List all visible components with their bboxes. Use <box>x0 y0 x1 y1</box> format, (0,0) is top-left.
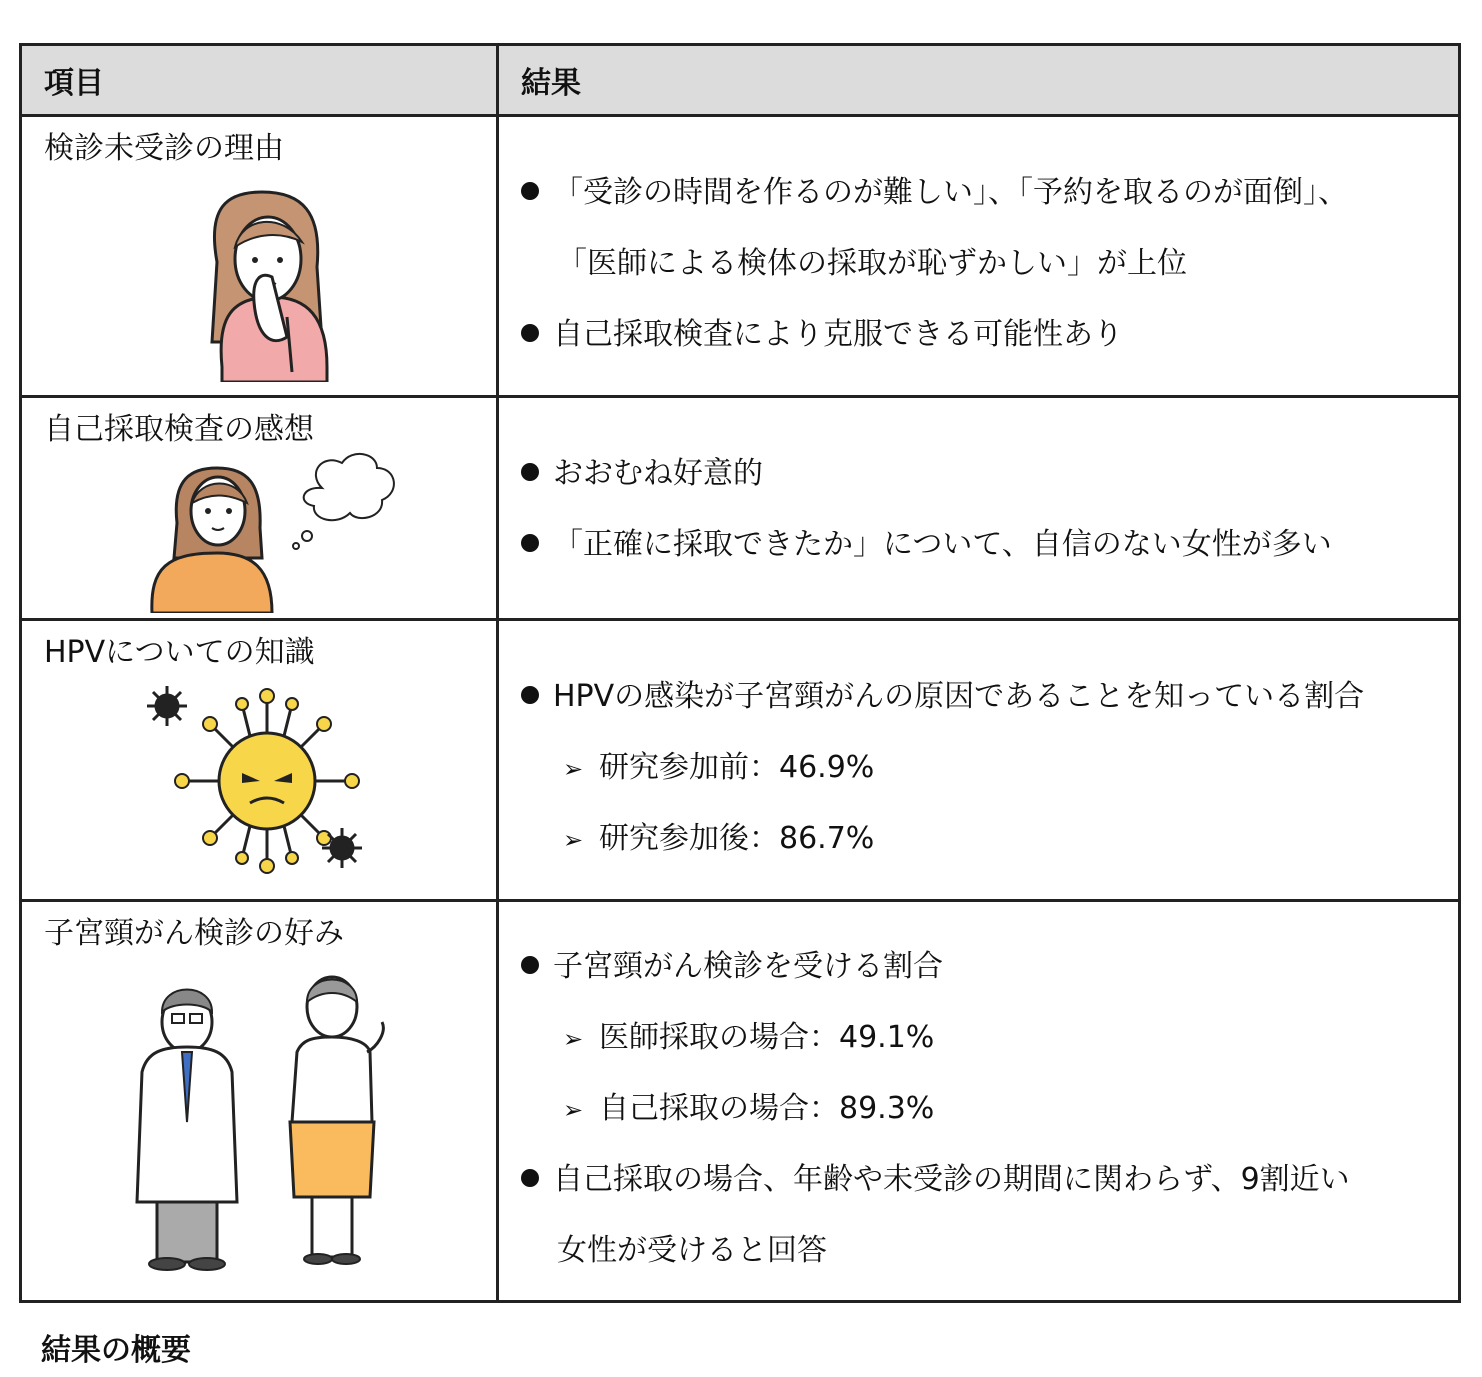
result-cell <box>498 620 1460 901</box>
item-cell <box>21 116 498 397</box>
result-line: HPVの感染が子宮頸がんの原因であることを知っている割合 <box>521 661 1458 732</box>
item-title: HPVについての知識 <box>44 635 315 670</box>
table-row <box>21 116 1460 397</box>
result-cell <box>498 397 1460 620</box>
result-subline: ➢ 自己採取の場合：89.3% <box>521 1073 1458 1144</box>
bullet-icon <box>521 956 539 974</box>
item-cell <box>21 397 498 620</box>
results-table <box>19 43 1461 1303</box>
result-line: 女性が受けると回答 <box>557 1233 827 1268</box>
header-item: 項目 <box>21 45 498 116</box>
bullet-icon <box>521 686 539 704</box>
doctor-and-woman-icon <box>22 952 496 1276</box>
arrow-bullet-icon: ➢ <box>563 1096 584 1124</box>
table-row <box>21 620 1460 901</box>
result-line: 自己採取の場合、年齢や未受診の期間に関わらず、9割近い <box>521 1144 1458 1215</box>
result-cell <box>498 901 1460 1302</box>
result-line: 「医師による検体の採取が恥ずかしい」が上位 <box>557 246 1187 281</box>
result-line: 子宮頸がん検診を受ける割合 <box>521 931 1458 1002</box>
bullet-icon <box>521 463 539 481</box>
table-row <box>21 397 1460 620</box>
header-result: 結果 <box>498 45 1460 116</box>
bullet-icon <box>521 534 539 552</box>
result-line: 「受診の時間を作るのが難しい」、「予約を取るのが面倒」、 <box>521 157 1458 228</box>
result-subline: ➢ 医師採取の場合：49.1% <box>521 1002 1458 1073</box>
item-cell <box>21 620 498 901</box>
arrow-bullet-icon: ➢ <box>563 826 584 854</box>
item-title: 自己採取検査の感想 <box>44 412 314 447</box>
bullet-icon <box>521 182 539 200</box>
arrow-bullet-icon: ➢ <box>563 755 584 783</box>
bullet-icon <box>521 1169 539 1187</box>
table-row <box>21 901 1460 1302</box>
bullet-icon <box>521 324 539 342</box>
result-line: 「正確に採取できたか」について、自信のない女性が多い <box>521 509 1458 580</box>
figure-caption: 結果の概要 <box>41 1333 191 1368</box>
arrow-bullet-icon: ➢ <box>563 1025 584 1053</box>
result-cell <box>498 116 1460 397</box>
item-cell <box>21 901 498 1302</box>
item-title: 子宮頸がん検診の好み <box>44 916 344 951</box>
worried-woman-icon <box>22 167 496 386</box>
result-line: おおむね好意的 <box>521 438 1458 509</box>
thinking-woman-icon <box>22 448 496 617</box>
table-header-row <box>21 45 1460 116</box>
result-subline: ➢ 研究参加前：46.9% <box>521 732 1458 803</box>
result-line: 自己採取検査により克服できる可能性あり <box>521 299 1458 370</box>
virus-icon <box>22 671 496 890</box>
item-title: 検診未受診の理由 <box>44 131 284 166</box>
result-subline: ➢ 研究参加後：86.7% <box>521 803 1458 874</box>
